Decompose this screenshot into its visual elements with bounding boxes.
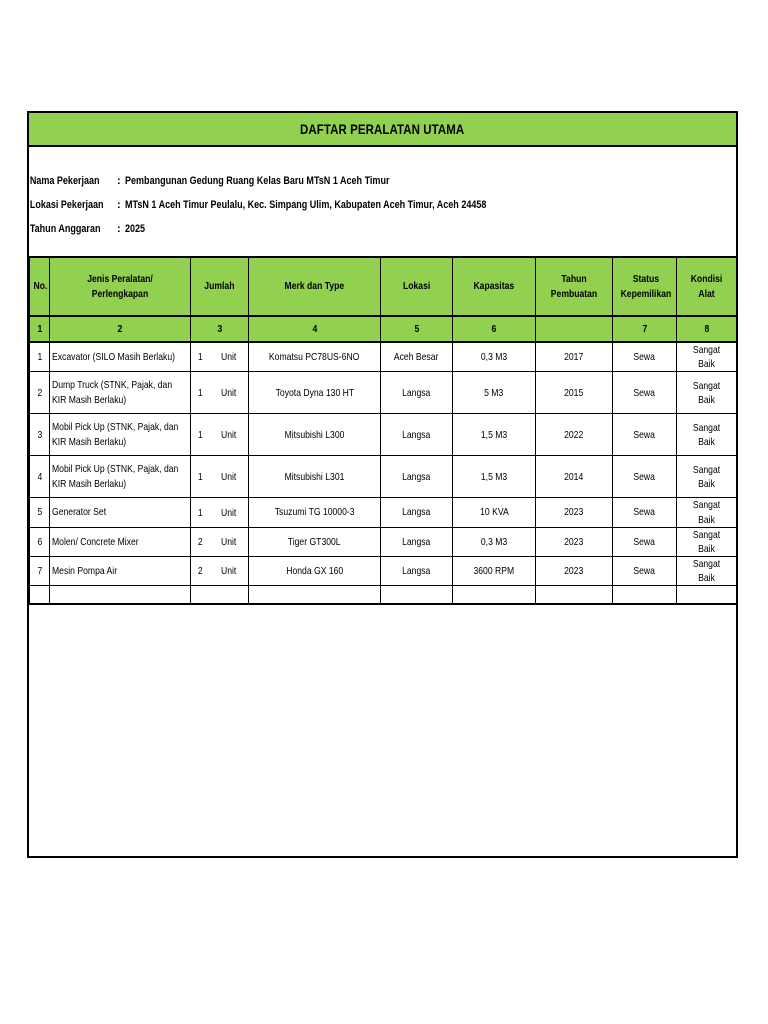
cell-tahun: 2023 (536, 527, 613, 556)
header-kapasitas: Kapasitas (453, 257, 536, 316)
cell-kapasitas: 1,5 M3 (453, 414, 536, 456)
cell-jenis: Mesin Pompa Air (50, 557, 191, 586)
cell-jenis: Mobil Pick Up (STNK, Pajak, dan KIR Masih Berlaku) (50, 456, 191, 498)
header-status: Status Kepemilikan (613, 257, 677, 316)
cell-kapasitas: 5 M3 (453, 372, 536, 414)
cell-jumlah: 1 Unit (191, 342, 249, 372)
cell-kondisi: Sangat Baik (677, 414, 737, 456)
cell-jenis: Molen/ Concrete Mixer (50, 527, 191, 556)
document-title: DAFTAR PERALATAN UTAMA (300, 121, 465, 137)
cell-jenis: Excavator (SILO Masih Berlaku) (50, 342, 191, 372)
header-kondisi: Kondisi Alat (677, 257, 737, 316)
info-row-lokasi-pekerjaan (29, 193, 729, 217)
cell-merk: Tiger GT300L (249, 527, 381, 556)
cell-jenis: Generator Set (50, 498, 191, 527)
empty-cell (536, 586, 613, 605)
colnum-kapasitas: 6 (453, 316, 536, 342)
table-row (30, 342, 737, 372)
project-info (29, 169, 729, 241)
column-number-row (30, 316, 737, 342)
cell-kapasitas: 10 KVA (453, 498, 536, 527)
info-value: MTsN 1 Aceh Timur Peulalu, Kec. Simpang Ulim, Kabupaten Aceh Timur, Aceh 24458 (125, 199, 487, 211)
cell-lokasi: Langsa (381, 456, 453, 498)
header-lokasi: Lokasi (381, 257, 453, 316)
cell-kondisi: Sangat Baik (677, 527, 737, 556)
cell-status: Sewa (613, 414, 677, 456)
table-row (30, 527, 737, 556)
empty-table-row (30, 586, 737, 605)
info-row-nama-pekerjaan (29, 169, 729, 193)
cell-merk: Toyota Dyna 130 HT (249, 372, 381, 414)
cell-merk: Mitsubishi L301 (249, 456, 381, 498)
info-value: Pembangunan Gedung Ruang Kelas Baru MTsN 1 Aceh Timur (125, 175, 390, 187)
cell-lokasi: Langsa (381, 557, 453, 586)
cell-jenis: Dump Truck (STNK, Pajak, dan KIR Masih Berlaku) (50, 372, 191, 414)
cell-jumlah: 2 Unit (191, 527, 249, 556)
colnum-merk: 4 (249, 316, 381, 342)
cell-kapasitas: 3600 RPM (453, 557, 536, 586)
cell-status: Sewa (613, 557, 677, 586)
cell-tahun: 2023 (536, 498, 613, 527)
cell-merk: Komatsu PC78US-6NO (249, 342, 381, 372)
cell-lokasi: Langsa (381, 372, 453, 414)
info-value: 2025 (125, 223, 146, 235)
header-no: No. (30, 257, 50, 316)
cell-kondisi: Sangat Baik (677, 456, 737, 498)
table-row (30, 456, 737, 498)
cell-tahun: 2023 (536, 557, 613, 586)
empty-cell (381, 586, 453, 605)
cell-lokasi: Aceh Besar (381, 342, 453, 372)
cell-lokasi: Langsa (381, 414, 453, 456)
table-header-row (30, 257, 737, 316)
cell-no: 4 (30, 456, 50, 498)
info-label: Lokasi Pekerjaan (29, 199, 104, 211)
cell-no: 7 (30, 557, 50, 586)
table-row (30, 498, 737, 527)
table-row (30, 414, 737, 456)
cell-no: 5 (30, 498, 50, 527)
empty-cell (613, 586, 677, 605)
cell-kondisi: Sangat Baik (677, 557, 737, 586)
table-row (30, 372, 737, 414)
colnum-tahun (536, 316, 613, 342)
cell-kapasitas: 0,3 M3 (453, 342, 536, 372)
info-colon: : (117, 223, 121, 235)
cell-no: 1 (30, 342, 50, 372)
empty-cell (453, 586, 536, 605)
cell-jumlah: 1 Unit (191, 456, 249, 498)
cell-lokasi: Langsa (381, 498, 453, 527)
cell-merk: Mitsubishi L300 (249, 414, 381, 456)
cell-kapasitas: 1,5 M3 (453, 456, 536, 498)
header-jenis: Jenis Peralatan/ Perlengkapan (50, 257, 191, 316)
empty-cell (191, 586, 249, 605)
info-label: Tahun Anggaran (29, 223, 101, 235)
cell-tahun: 2017 (536, 342, 613, 372)
document-title-bar (29, 113, 736, 147)
header-tahun: Tahun Pembuatan (536, 257, 613, 316)
info-row-tahun-anggaran (29, 217, 729, 241)
cell-status: Sewa (613, 372, 677, 414)
empty-cell (677, 586, 737, 605)
cell-status: Sewa (613, 342, 677, 372)
cell-tahun: 2015 (536, 372, 613, 414)
colnum-status: 7 (613, 316, 677, 342)
cell-jumlah: 1 Unit (191, 414, 249, 456)
table-row (30, 557, 737, 586)
equipment-table (29, 256, 737, 605)
cell-jumlah: 1 Unit (191, 498, 249, 527)
cell-status: Sewa (613, 498, 677, 527)
cell-no: 3 (30, 414, 50, 456)
cell-kapasitas: 0,3 M3 (453, 527, 536, 556)
cell-merk: Honda GX 160 (249, 557, 381, 586)
header-jumlah: Jumlah (191, 257, 249, 316)
cell-no: 6 (30, 527, 50, 556)
info-label: Nama Pekerjaan (29, 175, 100, 187)
info-colon: : (117, 199, 121, 211)
colnum-jumlah: 3 (191, 316, 249, 342)
info-colon: : (117, 175, 121, 187)
empty-cell (249, 586, 381, 605)
cell-tahun: 2022 (536, 414, 613, 456)
colnum-no: 1 (30, 316, 50, 342)
colnum-lokasi: 5 (381, 316, 453, 342)
cell-status: Sewa (613, 456, 677, 498)
colnum-kondisi: 8 (677, 316, 737, 342)
cell-tahun: 2014 (536, 456, 613, 498)
empty-cell (30, 586, 50, 605)
cell-status: Sewa (613, 527, 677, 556)
equipment-list-sheet (27, 111, 738, 858)
cell-lokasi: Langsa (381, 527, 453, 556)
cell-kondisi: Sangat Baik (677, 498, 737, 527)
cell-jenis: Mobil Pick Up (STNK, Pajak, dan KIR Masih Berlaku) (50, 414, 191, 456)
cell-kondisi: Sangat Baik (677, 372, 737, 414)
cell-jumlah: 1 Unit (191, 372, 249, 414)
cell-merk: Tsuzumi TG 10000-3 (249, 498, 381, 527)
cell-kondisi: Sangat Baik (677, 342, 737, 372)
header-merk: Merk dan Type (249, 257, 381, 316)
cell-jumlah: 2 Unit (191, 557, 249, 586)
empty-cell (50, 586, 191, 605)
colnum-jenis: 2 (50, 316, 191, 342)
cell-no: 2 (30, 372, 50, 414)
